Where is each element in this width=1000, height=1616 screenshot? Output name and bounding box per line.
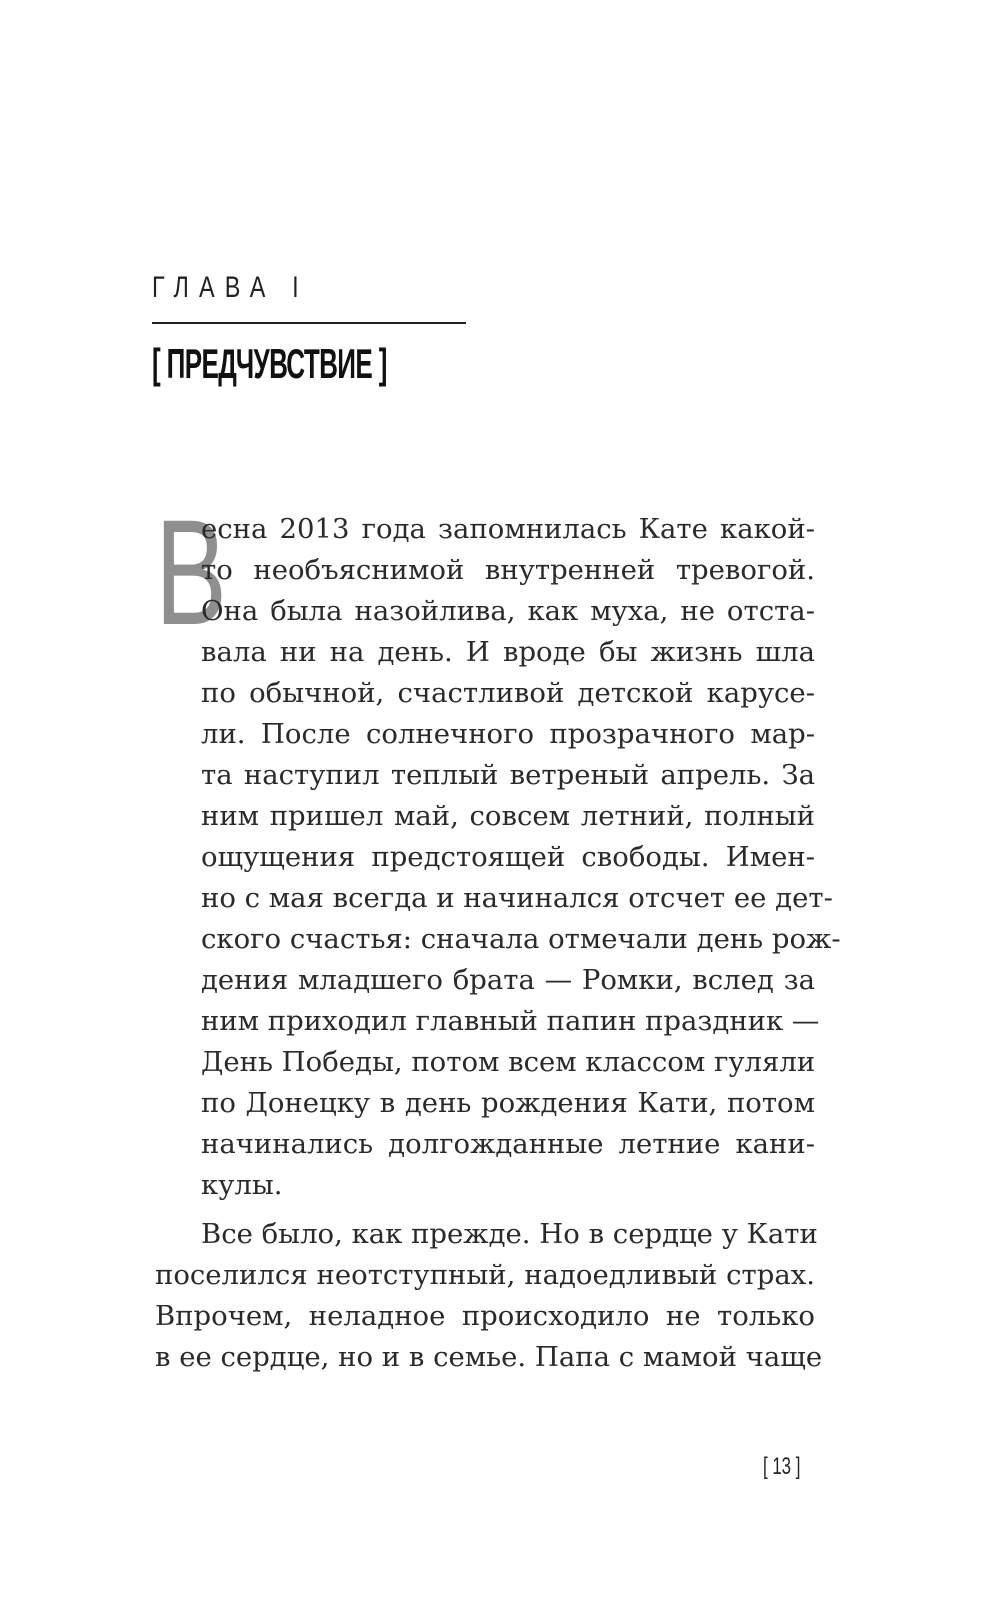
paragraph-line: День Победы, потом всем классом гуляли <box>201 1046 816 1078</box>
paragraph-line: дения младшего брата — Ромки, вслед за <box>201 964 815 996</box>
paragraph-2 <box>155 1214 823 1378</box>
paragraph-line: ним пришел май, совсем летний, полный <box>201 800 815 832</box>
paragraph-line: Она была назойлива, как муха, не отста- <box>201 595 815 627</box>
chapter-title: [ ПРЕДЧУВСТВИЕ ] <box>152 340 387 387</box>
paragraph-line: Все было, как прежде. Но в сердце у Кати <box>201 1218 818 1250</box>
paragraph-line: кулы. <box>201 1169 283 1201</box>
paragraph-line: но с мая всегда и начинался отсчет ее дет- <box>201 882 833 914</box>
paragraph-line: ощущения предстоящей свободы. Имен- <box>201 841 815 873</box>
paragraph-line: то необъяснимой внутренней тревогой. <box>201 554 815 586</box>
paragraph-line: есна 2013 года запомнилась Кате какой- <box>201 513 815 545</box>
paragraph-line: ним приходил главный папин праздник — <box>201 1005 820 1037</box>
paragraph-line: ского счастья: сначала отмечали день рож- <box>201 923 841 955</box>
paragraph-line: по обычной, счастливой детской карусе- <box>201 677 815 709</box>
chapter-label: ГЛАВА I <box>152 271 309 304</box>
paragraph-line: по Донецку в день рождения Кати, потом <box>201 1087 815 1119</box>
paragraph-line: начинались долгожданные летние кани- <box>201 1128 815 1160</box>
paragraph-line: вала ни на день. И вроде бы жизнь шла <box>201 636 815 668</box>
page-number: [ 13 ] <box>763 1453 801 1480</box>
paragraph-line: ли. После солнечного прозрачного мар- <box>201 718 815 750</box>
paragraph-line: в ее сердце, но и в семье. Папа с мамой чаще <box>155 1341 823 1373</box>
chapter-divider <box>152 322 466 324</box>
drop-cap-letter: В <box>155 488 228 656</box>
paragraph-line: поселился неотступный, надоедливый страх. <box>155 1259 815 1291</box>
paragraph-1 <box>155 488 841 1206</box>
paragraph-line: Впрочем, неладное происходило не только <box>155 1300 815 1332</box>
paragraph-line: та наступил теплый ветреный апрель. За <box>201 759 815 791</box>
